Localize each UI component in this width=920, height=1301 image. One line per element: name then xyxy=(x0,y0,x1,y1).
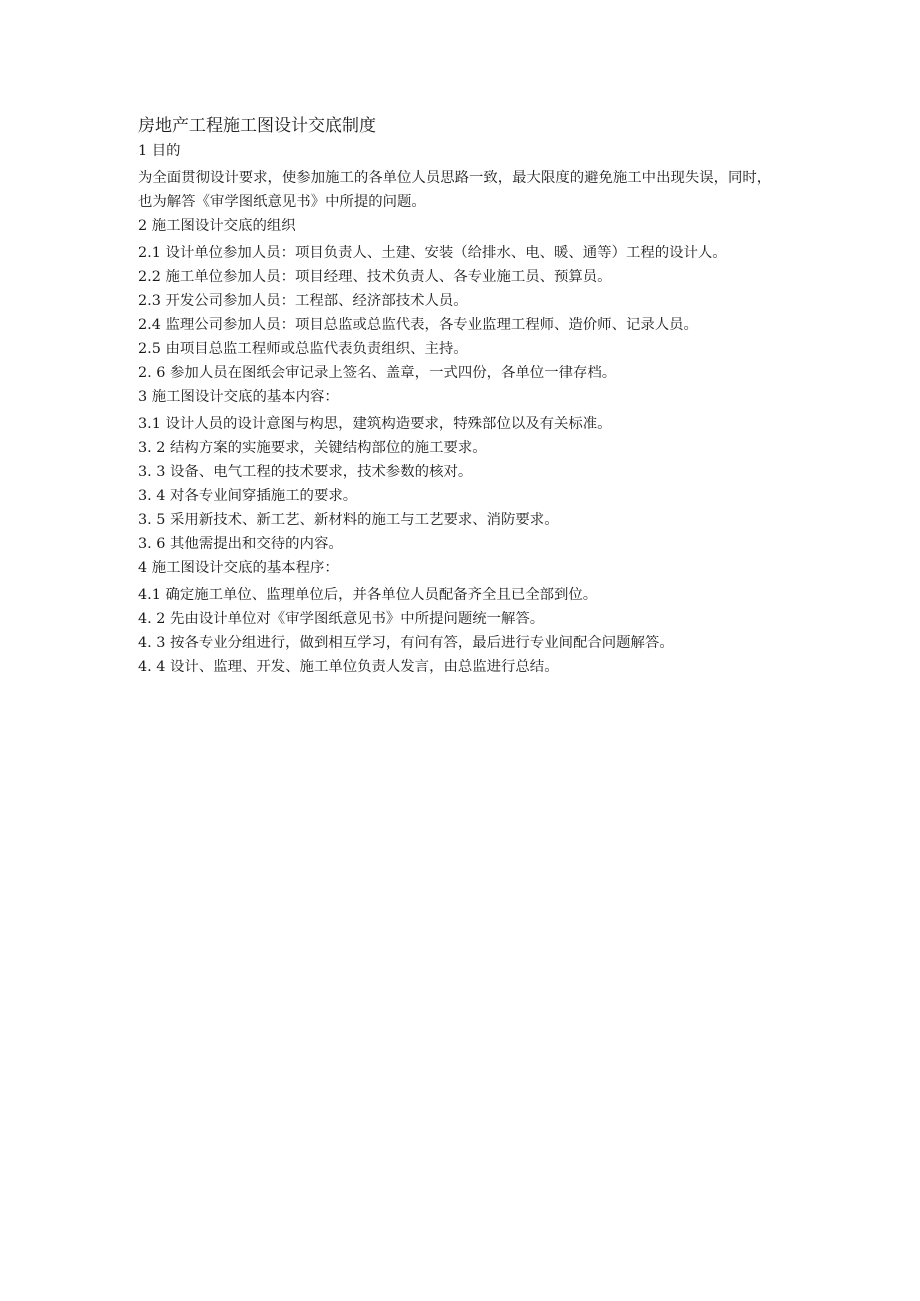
paragraph-4-1: 4.1 确定施工单位、监理单位后，并各单位人员配备齐全且已全部到位。 xyxy=(138,587,598,603)
paragraph-2-1: 2.1 设计单位参加人员：项目负责人、土建、安装（给排水、电、暖、通等）工程的设计人。 xyxy=(138,245,727,261)
paragraph-2-4: 2.4 监理公司参加人员：项目总监或总监代表，各专业监理工程师、造价师、记录人员。 xyxy=(138,317,698,333)
section-heading-purpose: 1 目的 xyxy=(138,143,181,159)
paragraph-2-5: 2.5 由项目总监工程师或总监代表负责组织、主持。 xyxy=(138,341,468,357)
section-heading-content: 3 施工图设计交底的基本内容： xyxy=(138,389,339,405)
document-title: 房地产工程施工图设计交底制度 xyxy=(138,116,376,136)
document-page xyxy=(138,114,788,679)
paragraph-2-6: 2. 6 参加人员在图纸会审记录上签名、盖章，一式四份，各单位一律存档。 xyxy=(138,365,617,381)
section-heading-procedure: 4 施工图设计交底的基本程序： xyxy=(138,560,339,576)
paragraph-3-1: 3.1 设计人员的设计意图与构思，建筑构造要求，特殊部位以及有关标准。 xyxy=(138,416,612,432)
paragraph-4-3: 4. 3 按各专业分组进行，做到相互学习，有问有答，最后进行专业间配合问题解答。 xyxy=(138,635,674,651)
paragraph-2-2: 2.2 施工单位参加人员：项目经理、技术负责人、各专业施工员、预算员。 xyxy=(138,269,612,285)
paragraph-3-5: 3. 5 采用新技术、新工艺、新材料的施工与工艺要求、消防要求。 xyxy=(138,512,559,528)
section-heading-organization: 2 施工图设计交底的组织 xyxy=(138,218,296,234)
paragraph-4-4: 4. 4 设计、监理、开发、施工单位负责人发言，由总监进行总结。 xyxy=(138,659,559,675)
paragraph-purpose: 为全面贯彻设计要求，使参加施工的各单位人员思路一致，最大限度的避免施工中出现失误，同时，也为解答《审学图纸意见书》中所提的问题。 xyxy=(138,170,772,210)
paragraph-4-2: 4. 2 先由设计单位对《审学图纸意见书》中所提问题统一解答。 xyxy=(138,611,545,627)
paragraph-3-6: 3. 6 其他需提出和交待的内容。 xyxy=(138,536,343,552)
paragraph-2-3: 2.3 开发公司参加人员：工程部、经济部技术人员。 xyxy=(138,293,468,309)
paragraph-3-4: 3. 4 对各专业间穿插施工的要求。 xyxy=(138,488,358,504)
paragraph-3-3: 3. 3 设备、电气工程的技术要求，技术参数的核对。 xyxy=(138,464,473,480)
paragraph-3-2: 3. 2 结构方案的实施要求，关键结构部位的施工要求。 xyxy=(138,440,487,456)
